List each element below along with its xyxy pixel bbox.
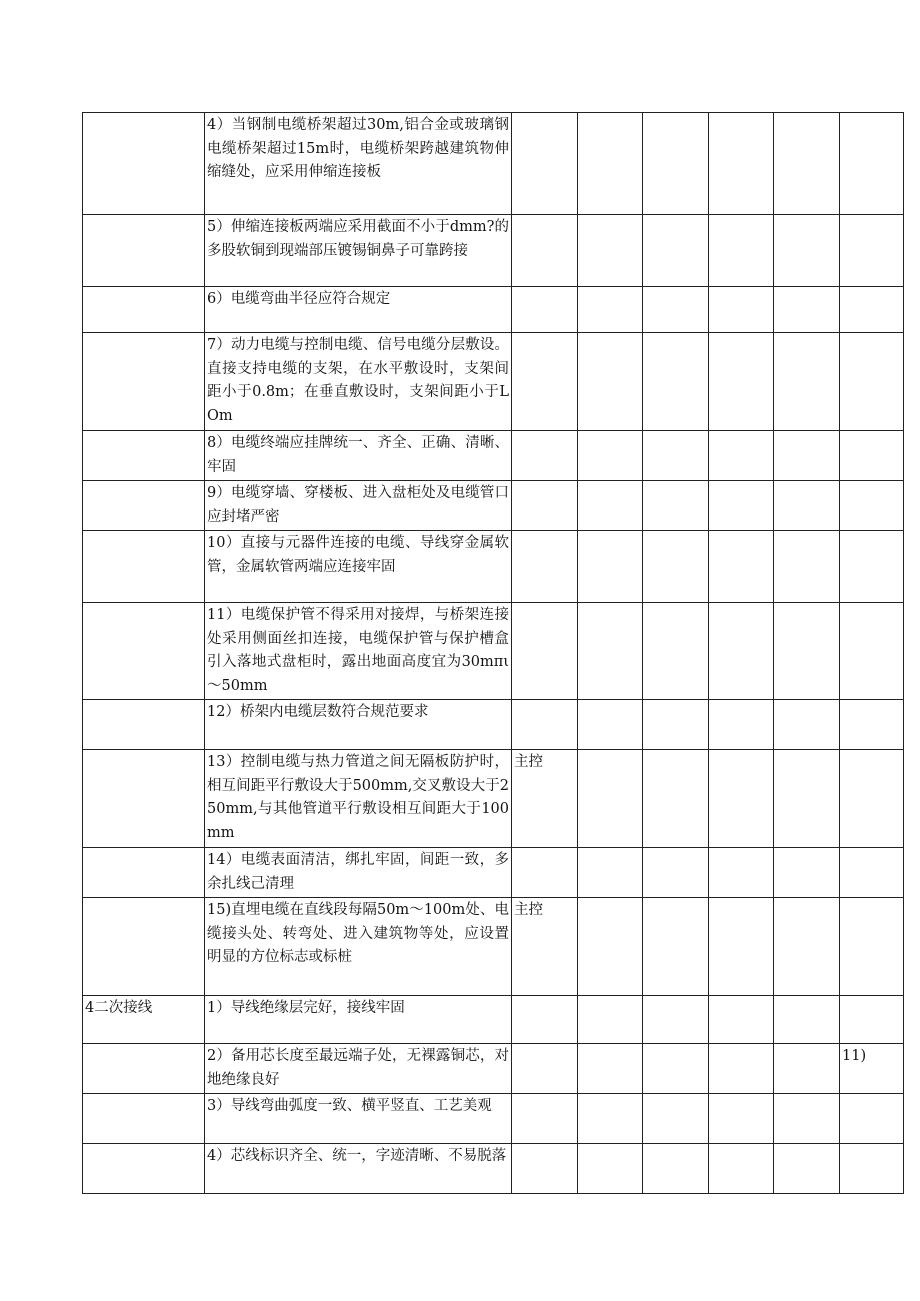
empty-cell (774, 215, 840, 287)
inspection-table (82, 112, 904, 1194)
empty-cell (578, 431, 643, 481)
item-cell: 3）导线弯曲弧度一致、横平竖直、工艺美观 (205, 1094, 512, 1144)
item-cell: 4）芯线标识齐全、统一，字迹清晰、不易脱落 (205, 1144, 512, 1194)
empty-cell (643, 898, 709, 996)
empty-cell (774, 113, 840, 215)
table-row (83, 287, 904, 333)
empty-cell (578, 287, 643, 333)
section-cell (83, 481, 205, 531)
empty-cell (643, 333, 709, 431)
category-cell (512, 431, 578, 481)
note-cell (840, 898, 904, 996)
empty-cell (578, 481, 643, 531)
empty-cell (643, 1044, 709, 1094)
empty-cell (643, 113, 709, 215)
item-cell: 7）动力电缆与控制电缆、信号电缆分层敷设。直接支持电缆的支架，在水平敷设时，支架间距小于0.8m；在垂直敷设时，支架间距小于LOm (205, 333, 512, 431)
empty-cell (774, 1094, 840, 1144)
empty-cell (578, 996, 643, 1044)
empty-cell (643, 531, 709, 603)
category-cell: 主控 (512, 898, 578, 996)
empty-cell (578, 113, 643, 215)
table-row (83, 700, 904, 750)
empty-cell (709, 1094, 774, 1144)
category-cell (512, 287, 578, 333)
table-row (83, 481, 904, 531)
item-cell: 12）桥架内电缆层数符合规范要求 (205, 700, 512, 750)
empty-cell (578, 1144, 643, 1194)
category-cell (512, 700, 578, 750)
category-cell (512, 333, 578, 431)
empty-cell (709, 287, 774, 333)
category-cell (512, 1144, 578, 1194)
empty-cell (578, 333, 643, 431)
empty-cell (578, 215, 643, 287)
item-cell: 5）伸缩连接板两端应采用截面不小于dmm?的多股软铜到现端部压镀锡铜鼻子可靠跨接 (205, 215, 512, 287)
item-cell: 10）直接与元器件连接的电缆、导线穿金属软管，金属软管两端应连接牢固 (205, 531, 512, 603)
section-cell (83, 898, 205, 996)
empty-cell (774, 750, 840, 848)
empty-cell (709, 431, 774, 481)
empty-cell (643, 215, 709, 287)
empty-cell (709, 700, 774, 750)
category-cell (512, 113, 578, 215)
empty-cell (643, 431, 709, 481)
empty-cell (774, 1144, 840, 1194)
table-row (83, 603, 904, 700)
note-cell (840, 996, 904, 1044)
table-row (83, 333, 904, 431)
section-cell (83, 113, 205, 215)
category-cell: 主控 (512, 750, 578, 848)
empty-cell (774, 848, 840, 898)
table-row (83, 1044, 904, 1094)
empty-cell (774, 603, 840, 700)
section-cell (83, 1144, 205, 1194)
section-cell (83, 333, 205, 431)
item-cell: 13）控制电缆与热力管道之间无隔板防护时，相互间距平行敷设大于500mm,交叉敷设大于250mm,与其他管道平行敷设相互间距大于100mm (205, 750, 512, 848)
section-cell (83, 431, 205, 481)
item-cell: 9）电缆穿墙、穿楼板、进入盘柜处及电缆管口应封堵严密 (205, 481, 512, 531)
section-cell (83, 750, 205, 848)
category-cell (512, 531, 578, 603)
empty-cell (709, 531, 774, 603)
note-cell (840, 113, 904, 215)
empty-cell (578, 700, 643, 750)
note-cell (840, 700, 904, 750)
table-row (83, 215, 904, 287)
note-cell (840, 287, 904, 333)
section-cell (83, 700, 205, 750)
note-cell (840, 481, 904, 531)
empty-cell (709, 1144, 774, 1194)
note-cell (840, 750, 904, 848)
table-row (83, 531, 904, 603)
item-cell: 1）导线绝缘层完好，接线牢固 (205, 996, 512, 1044)
section-cell (83, 1094, 205, 1144)
empty-cell (709, 215, 774, 287)
note-cell: 11) (840, 1044, 904, 1094)
empty-cell (578, 898, 643, 996)
item-cell: 8）电缆终端应挂牌统一、齐全、正确、清晰、牢固 (205, 431, 512, 481)
note-cell (840, 848, 904, 898)
empty-cell (774, 996, 840, 1044)
empty-cell (774, 898, 840, 996)
note-cell (840, 1094, 904, 1144)
category-cell (512, 481, 578, 531)
note-cell (840, 333, 904, 431)
empty-cell (774, 1044, 840, 1094)
item-cell: 4）当钢制电缆桥架超过30m,铝合金或玻璃钢电缆桥架超过15m时，电缆桥架跨越建筑物伸缩缝处，应采用伸缩连接板 (205, 113, 512, 215)
empty-cell (578, 848, 643, 898)
table-row (83, 848, 904, 898)
table-row (83, 898, 904, 996)
empty-cell (774, 531, 840, 603)
item-cell: 15)直埋电缆在直线段每隔50m～100m处、电缆接头处、转弯处、进入建筑物等处，应设置明显的方位标志或标桩 (205, 898, 512, 996)
table-row (83, 431, 904, 481)
section-cell (83, 531, 205, 603)
category-cell (512, 603, 578, 700)
note-cell (840, 431, 904, 481)
empty-cell (578, 1044, 643, 1094)
section-cell (83, 287, 205, 333)
empty-cell (774, 481, 840, 531)
item-cell: 6）电缆弯曲半径应符合规定 (205, 287, 512, 333)
category-cell (512, 1094, 578, 1144)
empty-cell (774, 700, 840, 750)
empty-cell (709, 1044, 774, 1094)
empty-cell (643, 1144, 709, 1194)
empty-cell (774, 431, 840, 481)
empty-cell (709, 996, 774, 1044)
note-cell (840, 1144, 904, 1194)
empty-cell (643, 750, 709, 848)
table-row (83, 1094, 904, 1144)
item-cell: 2）备用芯长度至最远端子处，无裸露铜芯，对地绝缘良好 (205, 1044, 512, 1094)
category-cell (512, 215, 578, 287)
empty-cell (774, 333, 840, 431)
section-cell: 4二次接线 (83, 996, 205, 1044)
empty-cell (709, 848, 774, 898)
note-cell (840, 603, 904, 700)
empty-cell (709, 333, 774, 431)
section-cell (83, 1044, 205, 1094)
empty-cell (709, 750, 774, 848)
section-cell (83, 848, 205, 898)
empty-cell (578, 1094, 643, 1144)
empty-cell (578, 603, 643, 700)
section-cell (83, 603, 205, 700)
empty-cell (578, 750, 643, 848)
empty-cell (643, 848, 709, 898)
note-cell (840, 215, 904, 287)
empty-cell (643, 287, 709, 333)
empty-cell (643, 700, 709, 750)
empty-cell (643, 603, 709, 700)
item-cell: 14）电缆表面清洁，绑扎牢固，间距一致，多余扎线己清理 (205, 848, 512, 898)
table-row (83, 1144, 904, 1194)
empty-cell (774, 287, 840, 333)
empty-cell (643, 481, 709, 531)
category-cell (512, 996, 578, 1044)
empty-cell (709, 481, 774, 531)
category-cell (512, 1044, 578, 1094)
empty-cell (578, 531, 643, 603)
empty-cell (709, 113, 774, 215)
table-row (83, 996, 904, 1044)
empty-cell (643, 1094, 709, 1144)
table-row (83, 113, 904, 215)
empty-cell (643, 996, 709, 1044)
category-cell (512, 848, 578, 898)
table-row (83, 750, 904, 848)
section-cell (83, 215, 205, 287)
note-cell (840, 531, 904, 603)
empty-cell (709, 603, 774, 700)
item-cell: 11）电缆保护管不得采用对接焊，与桥架连接处采用侧面丝扣连接，电缆保护管与保护槽盒引入落地式盘柜时，露出地面高度宜为30mπι～50mm (205, 603, 512, 700)
empty-cell (709, 898, 774, 996)
